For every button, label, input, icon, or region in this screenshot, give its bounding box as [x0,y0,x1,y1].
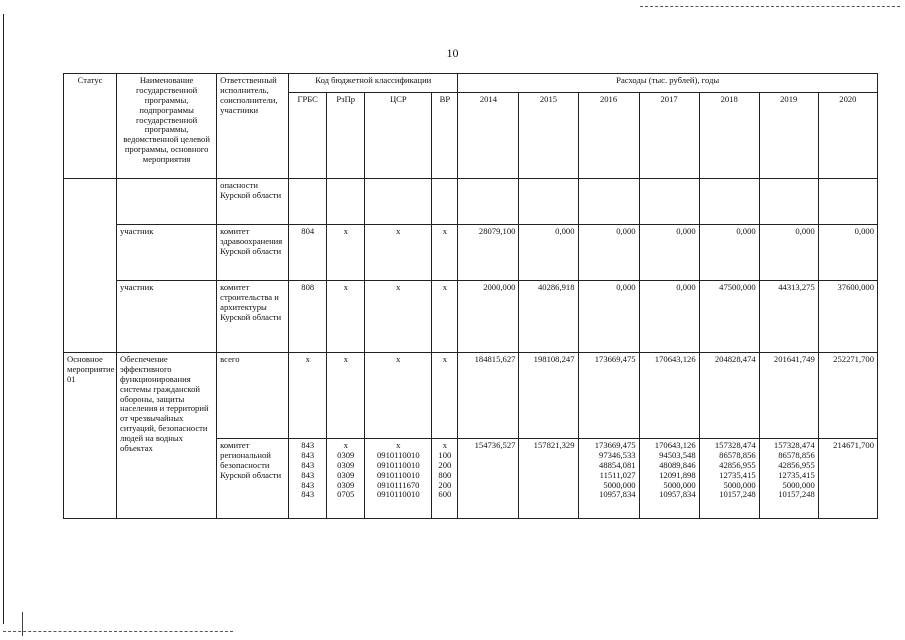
status-cell [64,179,117,353]
value-line: 42856,955 [719,459,756,470]
value-cell: 184815,627 [458,353,519,439]
header-expenses: Расходы (тыс. рублей), годы [458,74,878,93]
y2014-stack [458,439,519,519]
value-cell: 170643,126 [639,353,699,439]
header-year: 2020 [818,93,877,179]
csr-line: 0910111670 [377,479,420,490]
value-line: 173669,475 [594,440,636,450]
value-cell: 44313,275 [759,281,818,353]
value-line: 157328,474 [773,440,815,450]
scan-border-top [640,6,900,7]
grbs-line: 843 [301,440,315,450]
table-row [64,225,878,281]
scan-border-bottom [3,631,233,632]
value-line: 5000,000 [723,479,756,490]
value-line: 10957,834 [599,489,636,500]
header-vr: ВР [432,93,458,179]
value-cell: 0,000 [519,225,578,281]
rzpr-cell: x [327,353,365,439]
y2015-stack [519,439,578,519]
value-line: 94503,548 [659,449,696,460]
value-line: 12735,415 [778,469,815,480]
value-line: 11511,027 [599,469,636,480]
csr-line: x [396,440,401,450]
status-cell: Основное мероприятие 01 [64,353,117,519]
header-executor: Ответственный исполнитель, соисполнители, участники [217,74,289,179]
header-name: Наименование государственной программы, подпрограммы государственной программы, ведомственной целевой программы, основного мероприятия [117,74,217,179]
executor-cell: опасности Курской области [217,179,289,225]
vr-line: 600 [438,489,452,500]
value-line: 157328,474 [714,440,756,450]
value-cell: 0,000 [578,225,639,281]
scan-border-left-inner [22,612,23,636]
y2018-stack [699,439,759,519]
value-line: 5000,000 [603,479,636,490]
grbs-line: 843 [301,489,315,500]
header-year: 2015 [519,93,578,179]
value-line: 157821,329 [533,440,575,450]
value-cell: 0,000 [639,225,699,281]
y2020-stack [818,439,877,519]
header-year: 2017 [639,93,699,179]
value-line: 5000,000 [782,479,815,490]
csr-line: 0910110010 [376,489,420,500]
vr-cell: x [432,353,458,439]
value-line: 154736,527 [474,440,516,450]
value-cell [759,179,818,225]
name-cell [117,179,217,225]
value-cell: 0,000 [699,225,759,281]
value-cell: 2000,000 [458,281,519,353]
grbs-line: 843 [301,449,315,460]
value-line: 10957,834 [659,489,696,500]
value-line: 42856,955 [778,459,815,470]
table-row [64,179,878,225]
rzpr-cell: x [327,225,365,281]
grbs-stack [289,439,327,519]
value-cell: 252271,700 [818,353,877,439]
value-line: 97346,533 [599,449,636,460]
rzpr-line: 0309 [337,479,355,490]
value-cell: 40286,918 [519,281,578,353]
value-cell [699,179,759,225]
vr-line: 200 [438,459,452,470]
header-rzpr: РзПр [327,93,365,179]
value-line: 10157,248 [719,489,756,500]
header-row-1 [64,74,878,93]
rzpr-line: 0309 [337,449,355,460]
executor-cell: комитет региональной безопасности Курской области [217,439,289,519]
value-cell: 47500,000 [699,281,759,353]
csr-cell [365,179,432,225]
csr-line: 0910110010 [376,449,420,460]
vr-stack [432,439,458,519]
value-cell: 201641,749 [759,353,818,439]
value-cell [458,179,519,225]
vr-cell: x [432,225,458,281]
header-status: Статус [64,74,117,179]
csr-line: 0910110010 [376,459,420,470]
name-cell: участник [117,281,217,353]
page-number: 10 [446,46,459,60]
value-line: 86578,856 [719,449,756,460]
rzpr-stack [327,439,365,519]
header-year: 2016 [578,93,639,179]
grbs-line: 843 [301,469,315,480]
table-row [64,353,878,439]
name-cell: участник [117,225,217,281]
vr-line: 100 [438,449,452,460]
vr-line: 200 [438,479,452,490]
rzpr-line: x [343,440,348,450]
grbs-cell: x [289,353,327,439]
header-csr: ЦСР [365,93,432,179]
value-line: 170643,126 [654,440,696,450]
rzpr-cell: x [327,281,365,353]
value-line: 48854,081 [599,459,636,470]
vr-cell [432,179,458,225]
value-line: 12091,898 [659,469,696,480]
grbs-cell [289,179,327,225]
vr-line: 800 [438,469,452,480]
value-line: 86578,856 [778,449,815,460]
budget-table [63,73,878,519]
csr-cell: x [365,281,432,353]
value-cell: 0,000 [818,225,877,281]
header-year: 2014 [458,93,519,179]
name-cell: Обеспечение эффективного функционирования системы гражданской обороны, защиты населения и территорий от чрезвычайных ситуаций, безопасности людей на водных объектах [117,353,217,519]
value-line: 214671,700 [833,440,874,450]
value-line: 5000,000 [663,479,696,490]
rzpr-line: 0309 [337,459,355,470]
header-year: 2018 [699,93,759,179]
vr-cell: x [432,281,458,353]
executor-cell: комитет здравоохранения Курской области [217,225,289,281]
grbs-line: 843 [301,459,315,470]
rzpr-line: 0309 [337,469,355,480]
value-cell: 173669,475 [578,353,639,439]
value-cell [818,179,877,225]
value-cell [519,179,578,225]
rzpr-line: 0705 [337,489,355,500]
rzpr-cell [327,179,365,225]
header-grbs: ГРБС [289,93,327,179]
csr-stack [365,439,432,519]
value-cell: 0,000 [759,225,818,281]
scan-border-left [3,14,4,624]
grbs-cell: 808 [289,281,327,353]
y2016-stack [578,439,639,519]
csr-cell: x [365,353,432,439]
csr-cell: x [365,225,432,281]
value-line: 48089,846 [659,459,696,470]
executor-cell: комитет строительства и архитектуры Курской области [217,281,289,353]
header-year: 2019 [759,93,818,179]
vr-line: x [442,440,447,450]
grbs-cell: 804 [289,225,327,281]
value-cell: 198108,247 [519,353,578,439]
y2019-stack [759,439,818,519]
executor-cell: всего [217,353,289,439]
value-cell: 0,000 [578,281,639,353]
table-row [64,281,878,353]
value-line: 12735,415 [719,469,756,480]
csr-line: 0910110010 [376,469,420,480]
value-cell: 0,000 [639,281,699,353]
value-cell [578,179,639,225]
value-cell: 204828,474 [699,353,759,439]
value-line: 10157,248 [778,489,815,500]
y2017-stack [639,439,699,519]
grbs-line: 843 [301,479,315,490]
header-budget-code: Код бюджетной классификации [289,74,458,93]
value-cell: 28079,100 [458,225,519,281]
value-cell [639,179,699,225]
value-cell: 37600,000 [818,281,877,353]
